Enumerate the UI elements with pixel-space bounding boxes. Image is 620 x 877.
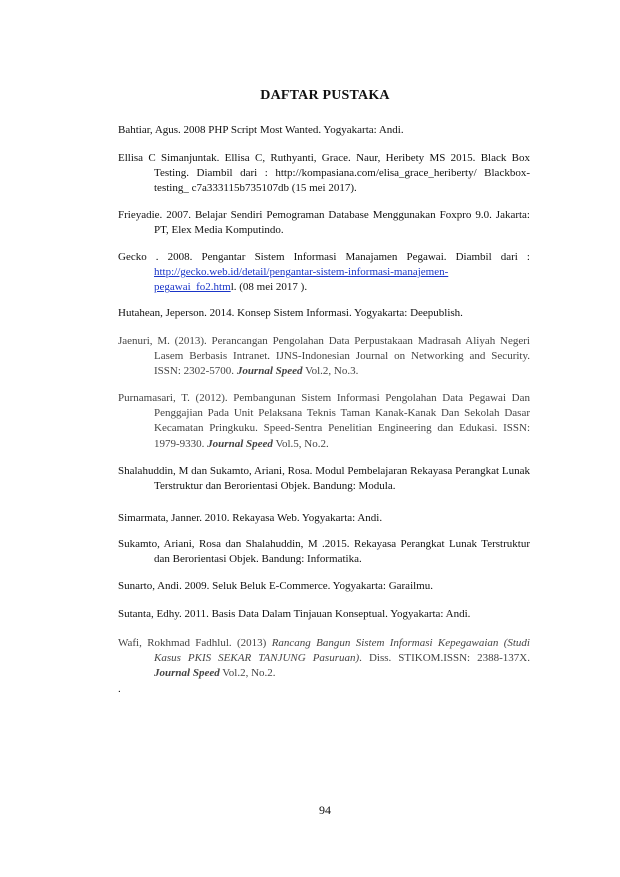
- reference-wafi-journal: Journal Speed: [154, 667, 220, 680]
- reference-frieyadie: Frieyadie. 2007. Belajar Sendiri Pemograman Database Menggunakan Foxpro 9.0. Jakarta: PT, Elex Media Komputindo.: [118, 209, 530, 237]
- reference-wafi: [118, 636, 530, 682]
- reference-hutahean: Hutahean, Jeperson. 2014. Konsep Sistem Informasi. Yogyakarta: Deepublish.: [118, 307, 463, 319]
- reference-gecko-link[interactable]: http://gecko.web.id/detail/pengantar-sistem-informasi-manajemen-pegawai_fo2.htm: [154, 266, 449, 294]
- reference-gecko: [118, 250, 530, 296]
- reference-purnamasari-tail: Vol.5, No.2.: [272, 437, 329, 450]
- reference-gecko-tail: l. (08 mei 2017 ).: [230, 281, 308, 294]
- reference-wafi-mid: . Diss. STIKOM.ISSN: 2388-137X.: [359, 652, 530, 665]
- reference-wafi-tail: Vol.2, No.2.: [219, 667, 276, 680]
- reference-purnamasari: [118, 391, 530, 452]
- reference-purnamasari-journal: Journal Speed: [207, 437, 273, 450]
- page-number: 94: [319, 803, 331, 817]
- trailing-dot: .: [118, 683, 121, 695]
- reference-shalahuddin: Shalahuddin, M dan Sukamto, Ariani, Rosa. Modul Pembelajaran Rekayasa Perangkat Lunak Terstruktur dan Berorientasi Objek. Bandung: Modula.: [118, 465, 530, 493]
- reference-jaenuri: [118, 334, 530, 380]
- reference-jaenuri-text: Jaenuri, M. (2013). Perancangan Pengolahan Data Perpustakaan Madrasah Aliyah Negeri Lasem Berbasis Intranet. IJNS-Indonesian Journal on Networking and Security. ISSN: 2302-5700.: [118, 335, 530, 378]
- reference-sukamto: Sukamto, Ariani, Rosa dan Shalahuddin, M .2015. Rekayasa Perangkat Lunak Terstruktur dan Berorientasi Objek. Bandung: Informatika.: [118, 538, 530, 566]
- reference-wafi-title: Rancang Bangun Sistem Informasi Kepegawaian (Studi Kasus PKIS SEKAR TANJUNG Pasuruan): [154, 637, 530, 665]
- reference-sutanta: Sutanta, Edhy. 2011. Basis Data Dalam Tinjauan Konseptual. Yogyakarta: Andi.: [118, 608, 471, 620]
- reference-simarmata: Simarmata, Janner. 2010. Rekayasa Web. Yogyakarta: Andi.: [118, 512, 383, 524]
- reference-simanjuntak: Ellisa C Simanjuntak. Ellisa C, Ruthyanti, Grace. Naur, Heribety MS 2015. Black Box Testing. Diambil dari : http://kompasiana.com/elisa_grace_heriberty/ Blackbox-testing_ c7a333115b735107db (15 mei 2017).: [118, 152, 530, 195]
- reference-bahtiar: Bahtiar, Agus. 2008 PHP Script Most Wanted. Yogyakarta: Andi.: [118, 124, 404, 136]
- reference-sunarto: Sunarto, Andi. 2009. Seluk Beluk E-Commerce. Yogyakarta: Garailmu.: [118, 580, 433, 592]
- reference-jaenuri-tail: Vol.2, No.3.: [302, 365, 359, 378]
- reference-purnamasari-text: Purnamasari, T. (2012). Pembangunan Sistem Informasi Pengolahan Data Pegawai Dan Penggajian Pada Unit Pelaksana Teknis Taman Kanak-Kanak Dan Sekolah Dasar Kecamatan Pringkuku. Speed-Sentra Penelitian Engineering dan Edukasi. ISSN: 1979-9330.: [118, 392, 530, 450]
- page-title: DAFTAR PUSTAKA: [260, 88, 390, 103]
- reference-wafi-text: Wafi, Rokhmad Fadhlul. (2013): [118, 637, 272, 649]
- reference-jaenuri-journal: Journal Speed: [236, 365, 303, 378]
- reference-gecko-text: Gecko . 2008. Pengantar Sistem Informasi Manajamen Pegawai. Diambil dari :: [118, 251, 530, 263]
